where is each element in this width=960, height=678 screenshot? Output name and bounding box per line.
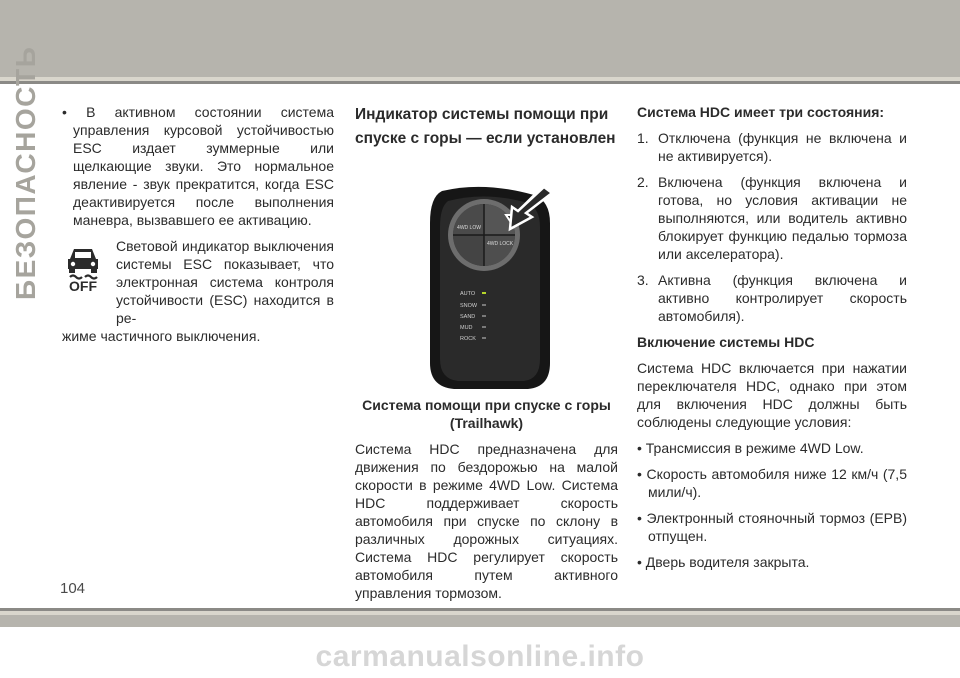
condition-item: • Электронный стояночный тормоз (EPB) отпущен.	[637, 510, 907, 544]
mode-auto: AUTO	[460, 291, 476, 297]
btn-4wd-lock-label: 4WD LOCK	[486, 241, 514, 247]
condition-item: • Скорость автомобиля ниже 12 км/ч (7,5 мили/ч).	[637, 466, 907, 500]
header-rule-dark	[0, 81, 960, 84]
column-right	[637, 103, 907, 579]
state-text: Включена (функция включена и готова, но условия активации не выполняются, или водитель активно блокирует функцию педалью тормоза или акселератора).	[658, 174, 907, 262]
off-icon-label: OFF	[69, 278, 97, 293]
btn-4wd-low-label: 4WD LOW	[457, 225, 481, 231]
state-item	[637, 173, 907, 263]
hdc-states-heading: Система HDC имеет три состояния:	[637, 104, 885, 120]
hdc-switch-illustration	[424, 183, 556, 391]
site-watermark: carmanualsonline.info	[315, 640, 645, 673]
esc-off-description-continued: жиме частичного выключения.	[62, 328, 261, 344]
mode-mud: MUD	[460, 325, 473, 331]
state-number: 2.	[637, 174, 649, 190]
page-number: 104	[60, 580, 86, 597]
state-text: Активна (функция включена и активно контролирует скорость автомобиля).	[658, 272, 907, 324]
state-text: Отключена (функция не включена и не активируется).	[658, 130, 907, 164]
esc-off-indicator-block	[62, 237, 334, 327]
mode-sand: SAND	[460, 314, 476, 320]
section-side-title: БЕЗОПАСНОСТЬ	[10, 45, 41, 300]
hdc-indicator-heading: Индикатор системы помощи при спуске с горы — если установлен	[355, 106, 616, 147]
condition-item: • Трансмиссия в режиме 4WD Low.	[637, 440, 864, 456]
state-number: 1.	[637, 130, 649, 146]
state-item	[637, 129, 907, 165]
mode-rock: ROCK	[460, 336, 476, 342]
footer-band	[0, 615, 960, 627]
hdc-enable-heading: Включение системы HDC	[637, 334, 815, 350]
esc-sound-bullet: • В активном состоянии система управления курсовой устойчивостью ESC издает зуммерные или щелкающие звуки. Это нормальное явление - звук прекратится, когда ESC деактивируется после выполнения маневра, вызвавшего ее активацию.	[62, 104, 334, 228]
header-band	[0, 0, 960, 77]
hdc-enable-text: Система HDC включается при нажатии переключателя HDC, однако при этом для включения HDC должны быть соблюдены следующие условия:	[637, 360, 907, 430]
esc-off-warning-icon	[58, 239, 108, 293]
column-middle	[355, 103, 618, 151]
hdc-description: Система HDC предназначена для движения по бездорожью на малой скорости в режиме 4WD Low. Система HDC поддерживает скорость автомобиля при спуске по склону в различных дорожных ситуациях. Система HDC регулирует скорость автомобиля путем активного управления тормозом.	[355, 441, 618, 601]
condition-item: • Дверь водителя закрыта.	[637, 554, 810, 570]
photo-caption: Система помощи при спуске с горы (Trailhawk)	[362, 397, 611, 431]
esc-off-description: Световой индикатор выключения системы ESC показывает, что электронная система контроля устойчивости (ESC) находится в ре-	[116, 238, 334, 326]
state-item	[637, 271, 907, 325]
hdc-switch-photo	[424, 183, 556, 391]
state-number: 3.	[637, 272, 649, 288]
mode-snow: SNOW	[460, 303, 478, 309]
column-left	[62, 103, 334, 345]
